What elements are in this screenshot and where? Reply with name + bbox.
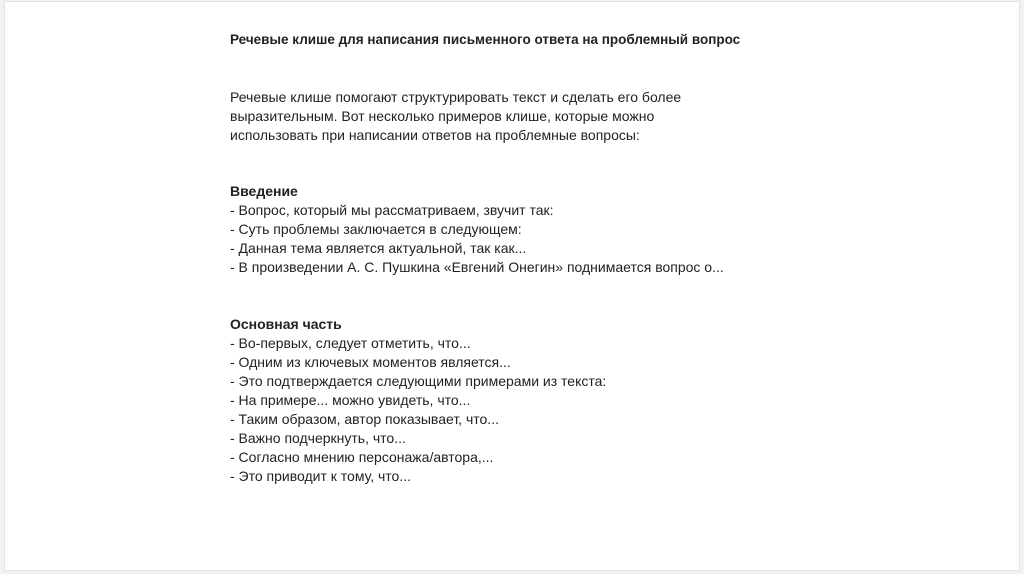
list-item: - Важно подчеркнуть, что... <box>230 430 406 446</box>
slide <box>4 1 1020 571</box>
list-item: - Это приводит к тому, что... <box>230 468 412 484</box>
intro-paragraph: Речевые клише помогают структурировать текст и сделать его более выразительным. Вот несколько примеров клише, которые можно использовать при написании ответов на проблемные вопросы: <box>230 89 682 143</box>
phrase-list <box>230 334 606 486</box>
list-item: - Согласно мнению персонажа/автора,... <box>230 449 494 465</box>
section-heading: Введение <box>230 183 298 199</box>
list-item: - Это подтверждается следующими примерами из текста: <box>230 373 607 389</box>
list-item: - Таким образом, автор показывает, что... <box>230 411 499 427</box>
list-item: - Во-первых, следует отметить, что... <box>230 335 471 351</box>
list-item: - Вопрос, который мы рассматриваем, звучит так: <box>230 202 554 218</box>
list-item: - В произведении А. С. Пушкина «Евгений Онегин» поднимается вопрос о... <box>230 259 724 275</box>
section-main-part <box>230 315 606 486</box>
list-item: - Одним из ключевых моментов является... <box>230 354 511 370</box>
section-heading: Основная часть <box>230 316 342 332</box>
list-item: - Суть проблемы заключается в следующем: <box>230 221 522 237</box>
page-title: Речевые клише для написания письменного ответа на проблемный вопрос <box>230 32 741 47</box>
section-introduction <box>230 182 724 277</box>
list-item: - На примере... можно увидеть, что... <box>230 392 471 408</box>
list-item: - Данная тема является актуальной, так как... <box>230 240 527 256</box>
phrase-list <box>230 201 724 277</box>
